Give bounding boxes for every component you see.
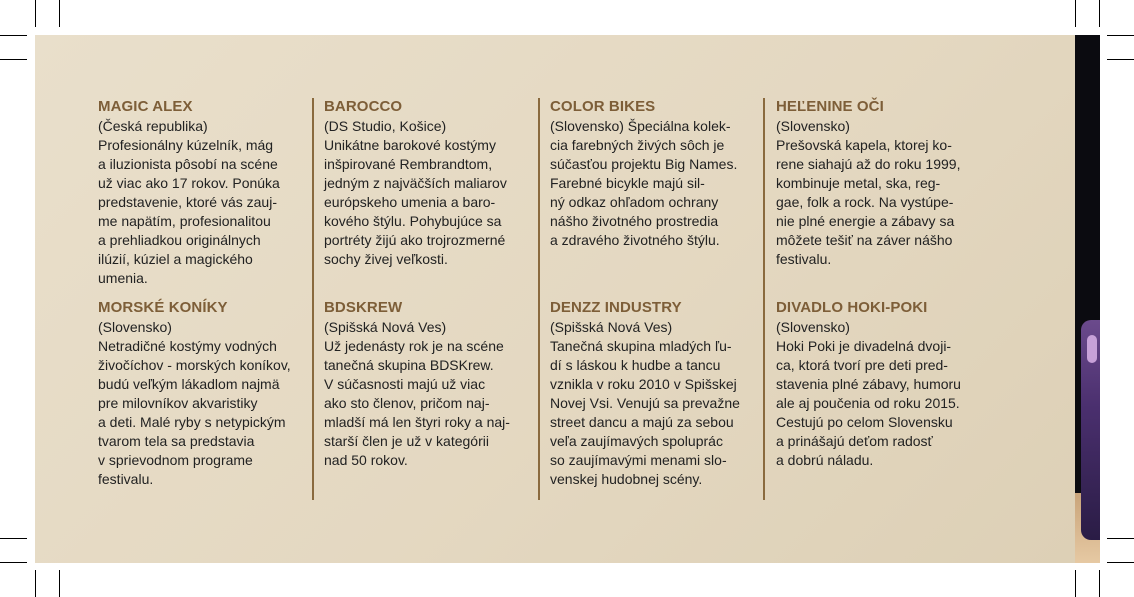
entry-title: MAGIC ALEX xyxy=(98,98,193,115)
column-divider xyxy=(763,98,765,500)
program-entry-bdskrew xyxy=(324,298,536,470)
entry-title: MORSKÉ KONÍKY xyxy=(98,299,228,316)
program-entry-magic-alex xyxy=(98,97,310,288)
program-entry-color-bikes xyxy=(550,97,762,250)
crop-mark xyxy=(1075,570,1076,597)
entry-description: (Slovensko) Špeciálna kolek- cia farebných živých sôch je súčasťou projektu Big Names. Farebné bicykle majú sil- ný odkaz ohľadom ochrany nášho životného prostredia a zdravého životného štýlu. xyxy=(550,118,738,248)
crop-mark xyxy=(0,59,27,60)
program-entry-morske-koniky xyxy=(98,298,310,489)
crop-mark xyxy=(1099,0,1100,27)
crop-mark xyxy=(35,0,36,27)
crop-mark xyxy=(1107,562,1134,563)
crop-mark xyxy=(0,35,27,36)
crop-mark xyxy=(59,570,60,597)
entry-origin: (Česká republika) xyxy=(98,118,208,134)
costume-detail xyxy=(1087,335,1097,363)
entry-description: Tanečná skupina mladých ľu- dí s láskou k hudbe a tancu vznikla v roku 2010 v Spišskej Novej Vsi. Venujú sa prevažne street dancu a majú za sebou veľa zaujímavých spoluprác so zaujímavými menami slo- venskej hudobnej scény. xyxy=(550,338,740,487)
entry-title: DIVADLO HOKI-POKI xyxy=(776,299,928,316)
crop-mark xyxy=(1107,538,1134,539)
column-divider xyxy=(538,98,540,500)
program-entry-divadlo-hoki-poki xyxy=(776,298,988,470)
program-entry-helenine-oci xyxy=(776,97,988,269)
entry-origin: (DS Studio, Košice) xyxy=(324,118,447,134)
entry-description: Netradičné kostýmy vodných živočíchov - morských koníkov, budú veľkým lákadlom najmä pre milovníkov akvaristiky a deti. Malé ryby s netypickým tvarom tela sa predstavia v sprievodnom programe festivalu. xyxy=(98,338,291,487)
crop-mark xyxy=(1075,0,1076,27)
entry-origin: (Slovensko) xyxy=(776,319,850,335)
crop-mark xyxy=(1099,570,1100,597)
entry-title: BAROCCO xyxy=(324,98,403,115)
crop-mark xyxy=(0,538,27,539)
entry-origin: (Slovensko) xyxy=(776,118,850,134)
crop-mark xyxy=(1107,35,1134,36)
program-entry-barocco xyxy=(324,97,536,269)
entry-title: DENZZ INDUSTRY xyxy=(550,299,682,316)
entry-description: Hoki Poki je divadelná dvoji- ca, ktorá tvorí pre deti pred- stavenia plné zábavy, humoru ale aj poučenia od roku 2015. Cestujú po celom Slovensku a prinášajú deťom radosť a dobrú náladu. xyxy=(776,338,961,468)
crop-mark xyxy=(35,570,36,597)
entry-description: Unikátne barokové kostýmy inšpirované Rembrandtom, jedným z najväčších maliarov európskeho umenia a baro- kového štýlu. Pohybujúce sa portréty žijú ako trojrozmerné sochy živej veľkosti. xyxy=(324,137,507,267)
crop-mark xyxy=(0,562,27,563)
entry-origin: (Slovensko) xyxy=(98,319,172,335)
entry-title: HEĽENINE OČI xyxy=(776,98,884,115)
column-divider xyxy=(312,98,314,500)
photo-strip xyxy=(1075,35,1100,563)
crop-mark xyxy=(1107,59,1134,60)
entry-title: BDSKREW xyxy=(324,299,403,316)
entry-description: Už jedenásty rok je na scéne tanečná skupina BDSKrew. V súčasnosti majú už viac ako sto členov, pričom naj- mladší má len štyri roky a naj- starší člen je už v kategórii nad 50 rokov. xyxy=(324,338,510,468)
entry-description: Prešovská kapela, ktorej ko- rene siahajú až do roku 1999, kombinuje metal, ska, reg- gae, folk a rock. Na vystúpe- nie plné energie a zábavy sa môžete tešiť na záver nášho festivalu. xyxy=(776,137,961,267)
program-entry-denzz-industry xyxy=(550,298,762,489)
entry-title: COLOR BIKES xyxy=(550,98,656,115)
entry-description: Profesionálny kúzelník, mág a iluzionista pôsobí na scéne už viac ako 17 rokov. Ponúka predstavenie, ktoré vás zauj- me napätím, profesionalitou a prehliadkou originálnych ilúzií, kúziel a magického umenia. xyxy=(98,137,280,286)
entry-origin: (Spišská Nová Ves) xyxy=(550,319,673,335)
entry-origin: (Spišská Nová Ves) xyxy=(324,319,447,335)
crop-mark xyxy=(59,0,60,27)
